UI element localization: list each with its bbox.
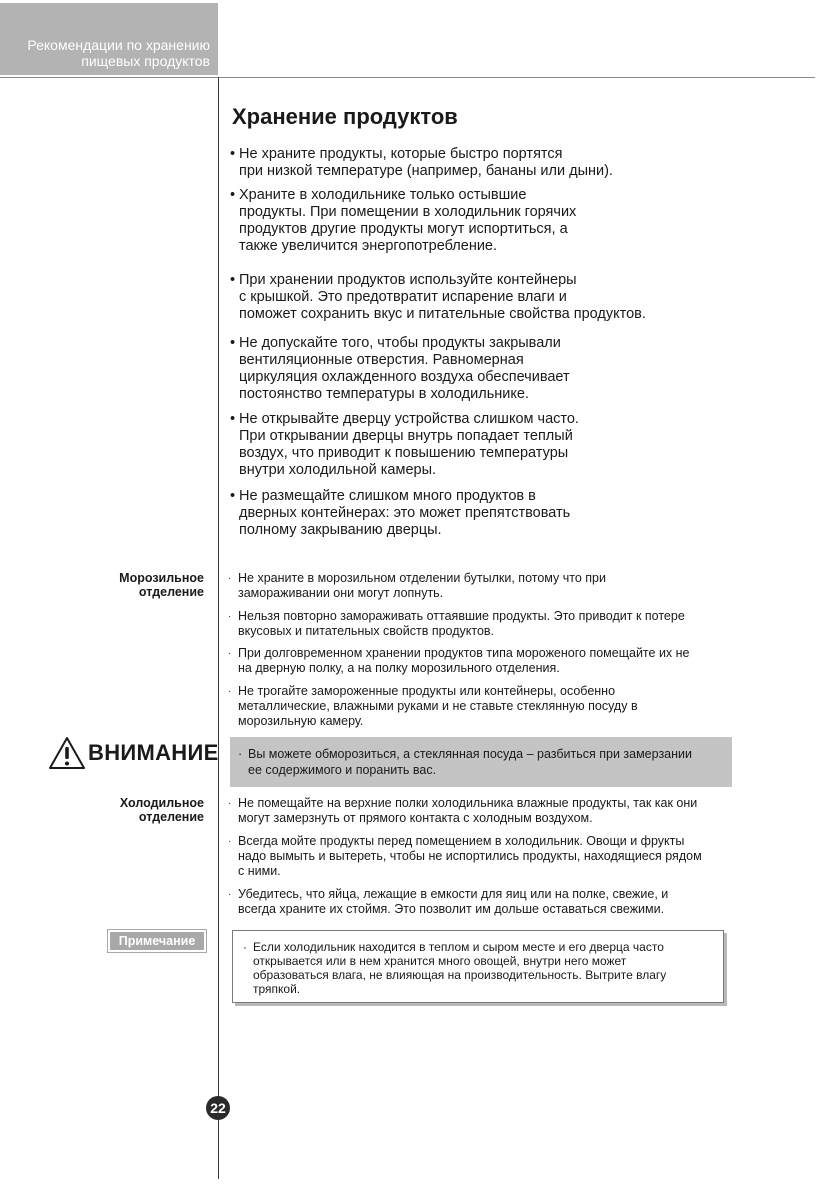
bullet: • xyxy=(230,272,236,288)
section-tab-line-1: Рекомендации по хранению xyxy=(27,37,210,53)
bullet: • xyxy=(230,146,236,162)
fridge-item-1-line-2: могут замерзнуть от прямого контакта с холодным воздухом. xyxy=(238,811,593,825)
note-line-4: тряпкой. xyxy=(253,982,301,996)
freezer-item-2-line-2: вкусовых и питательных свойств продуктов. xyxy=(238,624,495,638)
tip-5-line-2: При открывании дверцы внутрь попадает теплый xyxy=(239,428,573,444)
note-tag: Примечание xyxy=(110,932,204,950)
freezer-item xyxy=(228,684,733,729)
bullet: • xyxy=(230,335,236,351)
freezer-item-3-line-1: При долговременном хранении продуктов типа мороженого помещайте их не xyxy=(238,646,690,660)
freezer-item xyxy=(228,646,733,676)
general-tip xyxy=(230,335,680,403)
tip-2-line-2: продукты. При помещении в холодильник горячих xyxy=(239,204,577,220)
note-line-2: открывается или в нем хранится много овощей, внутри него может xyxy=(253,954,627,968)
tip-6-line-2: дверных контейнерах: это может препятствовать xyxy=(239,505,571,521)
freezer-label-line-1: Морозильное xyxy=(119,571,204,585)
fridge-item-1-line-1: Не помещайте на верхние полки холодильника влажные продукты, так как они xyxy=(238,796,698,810)
tip-5-line-1: Не открывайте дверцу устройства слишком часто. xyxy=(239,411,579,427)
warning-label-text: ВНИМАНИЕ xyxy=(88,740,219,765)
tip-2-line-4: также увеличится энергопотребление. xyxy=(239,238,498,254)
tip-3-line-3: поможет сохранить вкус и питательные свойства продуктов. xyxy=(239,306,646,322)
bullet: · xyxy=(228,611,232,622)
freezer-item-4-line-1: Не трогайте замороженные продукты или контейнеры, особенно xyxy=(238,684,616,698)
tip-2-line-1: Храните в холодильнике только остывшие xyxy=(239,187,527,203)
fridge-item xyxy=(228,834,733,879)
fridge-item-2-line-2: надо вымыть и вытереть, чтобы не испортились продукты, находящиеся рядом xyxy=(238,849,702,863)
tip-1-line-1: Не храните продукты, которые быстро портятся xyxy=(239,146,563,162)
bullet: · xyxy=(238,747,243,761)
freezer-section-label xyxy=(119,571,204,599)
bullet: · xyxy=(228,798,232,809)
tip-4-line-3: циркуляция охлажденного воздуха обеспечивает xyxy=(239,369,570,385)
fridge-item xyxy=(228,887,733,917)
warning-line-2: ее содержимого и поранить вас. xyxy=(248,763,437,777)
fridge-item-2-line-3: с ними. xyxy=(238,864,281,878)
general-tip xyxy=(230,187,680,255)
bullet: · xyxy=(243,940,247,954)
bullet: • xyxy=(230,488,236,504)
general-tip xyxy=(230,146,680,180)
tip-4-line-4: постоянство температуры в холодильнике. xyxy=(239,386,529,402)
freezer-item-1-line-2: замораживании они могут лопнуть. xyxy=(238,586,444,600)
tip-3-line-1: При хранении продуктов используйте контейнеры xyxy=(239,272,577,288)
warning-box xyxy=(230,737,732,787)
fridge-label-line-1: Холодильное xyxy=(119,796,204,810)
page-title: Хранение продуктов xyxy=(232,104,458,129)
freezer-item-4-line-2: металлические, влажными руками и не ставьте стеклянную посуду в xyxy=(238,699,638,713)
freezer-item-2-line-1: Нельзя повторно замораживать оттаявшие продукты. Это приводит к потере xyxy=(238,609,685,623)
vertical-divider xyxy=(218,77,219,1179)
bullet: • xyxy=(230,411,236,427)
warning-label xyxy=(48,736,219,770)
tip-1-line-2: при низкой температуре (например, бананы или дыни). xyxy=(239,163,613,179)
general-tip xyxy=(230,411,680,479)
tip-5-line-4: внутри холодильной камеры. xyxy=(239,462,437,478)
tip-2-line-3: продуктов другие продукты могут испортиться, а xyxy=(239,221,568,237)
freezer-item-4-line-3: морозильную камеру. xyxy=(238,714,364,728)
freezer-item-3-line-2: на дверную полку, а на полку морозильного отделения. xyxy=(238,661,560,675)
tip-3-line-2: с крышкой. Это предотвратит испарение влаги и xyxy=(239,289,567,305)
warning-triangle-icon xyxy=(48,736,86,770)
tip-5-line-3: воздух, что приводит к повышению температуры xyxy=(239,445,569,461)
tip-4-line-1: Не допускайте того, чтобы продукты закрывали xyxy=(239,335,561,351)
note-box xyxy=(232,930,724,1003)
general-tip xyxy=(230,488,680,539)
bullet: · xyxy=(228,686,232,697)
page-number: 22 xyxy=(206,1096,230,1120)
fridge-item-3-line-1: Убедитесь, что яйца, лежащие в емкости для яиц или на полке, свежие, и xyxy=(238,887,669,901)
fridge-label-line-2: отделение xyxy=(138,810,204,824)
section-tab-line-2: пищевых продуктов xyxy=(81,53,210,69)
freezer-item xyxy=(228,609,733,639)
freezer-item xyxy=(228,571,733,601)
warning-line-1: Вы можете обморозиться, а стеклянная посуда – разбиться при замерзании xyxy=(248,747,692,761)
section-tab xyxy=(0,3,218,75)
tip-6-line-3: полному закрыванию дверцы. xyxy=(239,522,442,538)
bullet: • xyxy=(230,187,236,203)
fridge-section-label xyxy=(120,796,204,824)
bullet: · xyxy=(228,648,232,659)
top-rule xyxy=(0,77,815,78)
fridge-item-2-line-1: Всегда мойте продукты перед помещением в холодильник. Овощи и фрукты xyxy=(238,834,685,848)
fridge-item xyxy=(228,796,733,826)
tip-4-line-2: вентиляционные отверстия. Равномерная xyxy=(239,352,524,368)
note-line-1: Если холодильник находится в теплом и сыром месте и его дверца часто xyxy=(253,940,664,954)
bullet: · xyxy=(228,573,232,584)
general-tip xyxy=(230,272,680,323)
freezer-label-line-2: отделение xyxy=(138,585,204,599)
note-line-3: образоваться влага, не влияющая на производительность. Вытрите влагу xyxy=(253,968,667,982)
fridge-item-3-line-2: всегда храните их стоймя. Это позволит им дольше оставаться свежими. xyxy=(238,902,665,916)
bullet: · xyxy=(228,889,232,900)
freezer-item-1-line-1: Не храните в морозильном отделении бутылки, потому что при xyxy=(238,571,606,585)
tip-6-line-1: Не размещайте слишком много продуктов в xyxy=(239,488,536,504)
bullet: · xyxy=(228,836,232,847)
